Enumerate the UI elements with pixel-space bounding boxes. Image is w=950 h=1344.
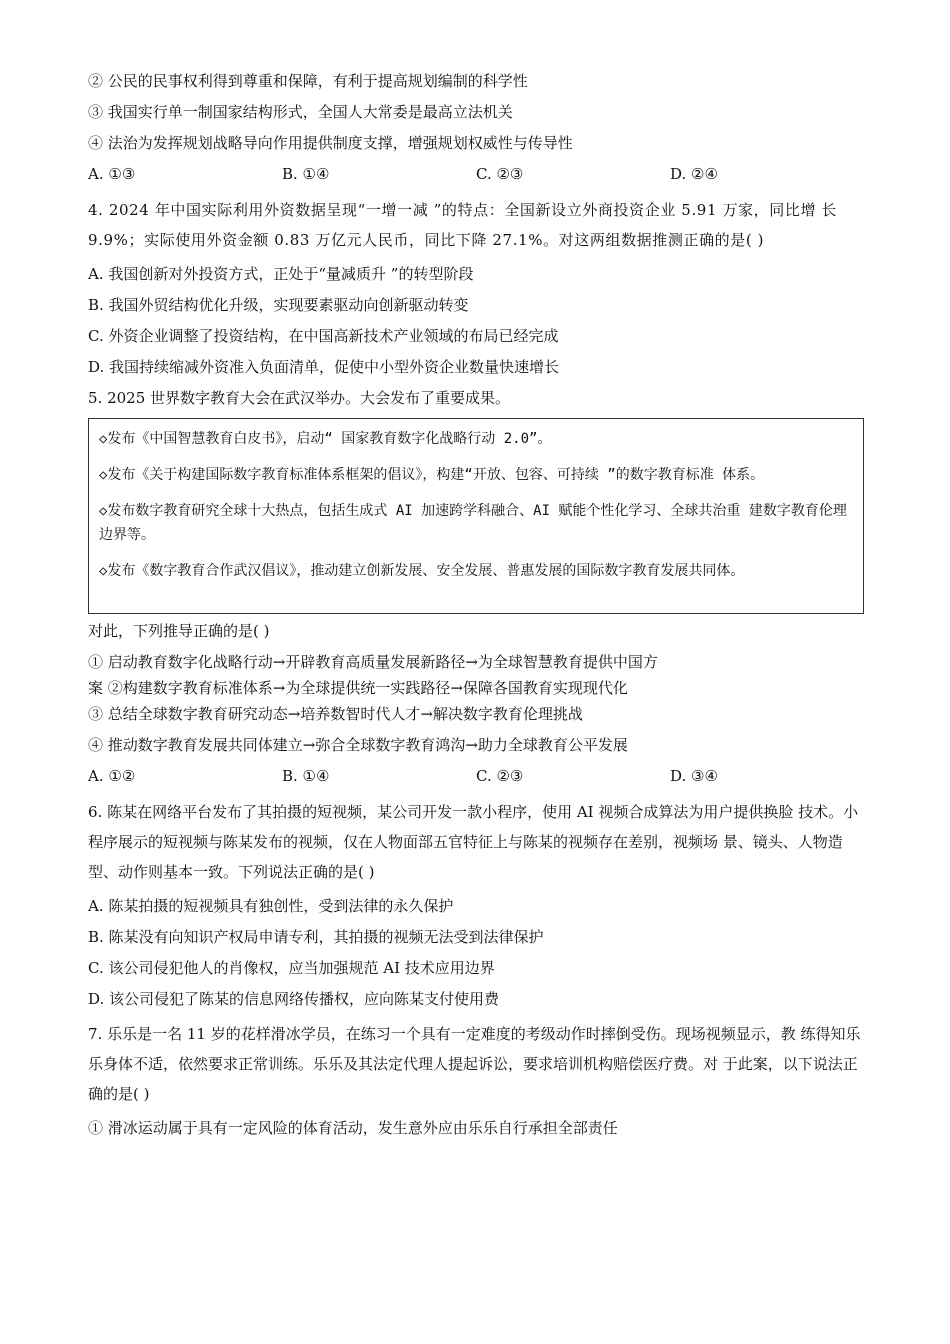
box-item-4: ◇发布《数字教育合作武汉倡议》，推动建立创新发展、安全发展、普惠发展的国际数字教育发展共同体。 — [99, 563, 745, 579]
q5-item-3: ③ 总结全球数字教育研究动态→培养数智时代人才→解决数字教育伦理挑战 — [88, 705, 583, 723]
exam-page — [88, 70, 864, 1148]
q7-stem: 7. 乐乐是一名 11 岁的花样滑冰学员，在练习一个具有一定难度的考级动作时摔倒受伤。现场视频显示，教 练得知乐乐身体不适，依然要求正常训练。乐乐及其法定代理人提起诉讼，要求培训机构赔偿医疗费。对 于此案，以下说法正确的是( ) — [88, 1025, 861, 1103]
q5-info-box — [88, 418, 864, 614]
statement-4: ④ 法治为发挥规划战略导向作用提供制度支撑，增强规划权威性与传导性 — [88, 134, 573, 152]
q7-item-1: ① 滑冰运动属于具有一定风险的体育活动，发生意外应由乐乐自行承担全部责任 — [88, 1119, 618, 1137]
q4-option-c: C. 外资企业调整了投资结构，在中国高新技术产业领域的布局已经完成 — [88, 327, 559, 345]
q6-option-d: D. 该公司侵犯了陈某的信息网络传播权，应向陈某支付使用费 — [88, 990, 500, 1008]
statement-3: ③ 我国实行单一制国家结构形式，全国人大常委是最高立法机关 — [88, 103, 513, 121]
q6-option-c: C. 该公司侵犯他人的肖像权，应当加强规范 AI 技术应用边界 — [88, 959, 495, 977]
q4-option-d: D. 我国持续缩减外资准入负面清单，促使中小型外资企业数量快速增长 — [88, 358, 560, 376]
q3-option-d: D. ②④ — [670, 165, 718, 183]
q5-option-b: B. ①④ — [282, 767, 330, 785]
box-item-2: ◇发布《关于构建国际数字教育标准体系框架的倡议》，构建“开放、包容、可持续 ”的数字教育标准 体系。 — [99, 467, 765, 483]
q5-item-4: ④ 推动数字教育发展共同体建立→弥合全球数字教育鸿沟→助力全球教育公平发展 — [88, 736, 628, 754]
box-item-3: ◇发布数字教育研究全球十大热点，包括生成式 AI 加速跨学科融合、AI 赋能个性化学习、全球共治重 建数字教育伦理边界等。 — [99, 503, 847, 543]
q6-option-a: A. 陈某拍摄的短视频具有独创性，受到法律的永久保护 — [88, 897, 454, 915]
q5-option-d: D. ③④ — [670, 767, 718, 785]
q6-stem: 6. 陈某在网络平台发布了其拍摄的短视频，某公司开发一款小程序，使用 AI 视频合成算法为用户提供换脸 技术。小程序展示的短视频与陈某发布的视频，仅在人物面部五官特征上与陈某的视频存在差别，视频场 景、镜头、人物造型、动作则基本一致。下列说法正确的是( ) — [88, 803, 859, 881]
q5-option-c: C. ②③ — [476, 767, 524, 785]
box-item-1: ◇发布《中国智慧教育白皮书》，启动“ 国家教育数字化战略行动 2.0”。 — [99, 431, 552, 447]
q5-options — [88, 765, 864, 787]
statement-2: ② 公民的民事权利得到尊重和保障，有利于提高规划编制的科学性 — [88, 72, 528, 90]
q6-option-b: B. 陈某没有向知识产权局申请专利，其拍摄的视频无法受到法律保护 — [88, 928, 544, 946]
q3-option-c: C. ②③ — [476, 165, 524, 183]
q4-stem: 4. 2024 年中国实际利用外资数据呈现“一增一减 ”的特点：全国新设立外商投资企业 5.91 万家，同比增 长 9.9%；实际使用外资金额 0.83 万亿元人民币，同比下降 27.1%。对这两组数据推测正确的是( ) — [88, 201, 838, 249]
q3-option-a: A. ①③ — [88, 165, 136, 183]
q5-stem: 5. 2025 世界数字教育大会在武汉举办。大会发布了重要成果。 — [88, 389, 511, 407]
q3-option-b: B. ①④ — [282, 165, 330, 183]
q3-options — [88, 163, 864, 185]
q4-option-b: B. 我国外贸结构优化升级，实现要素驱动向创新驱动转变 — [88, 296, 469, 314]
q5-item-1: ① 启动教育数字化战略行动→开辟教育高质量发展新路径→为全球智慧教育提供中国方 — [88, 653, 658, 671]
q4-option-a: A. 我国创新对外投资方式，正处于“量减质升 ”的转型阶段 — [88, 265, 474, 283]
q5-prompt: 对此，下列推导正确的是( ) — [88, 622, 270, 640]
q5-item-2: 案 ②构建数字教育标准体系→为全球提供统一实践路径→保障各国教育实现现代化 — [88, 679, 628, 697]
q5-option-a: A. ①② — [88, 767, 136, 785]
